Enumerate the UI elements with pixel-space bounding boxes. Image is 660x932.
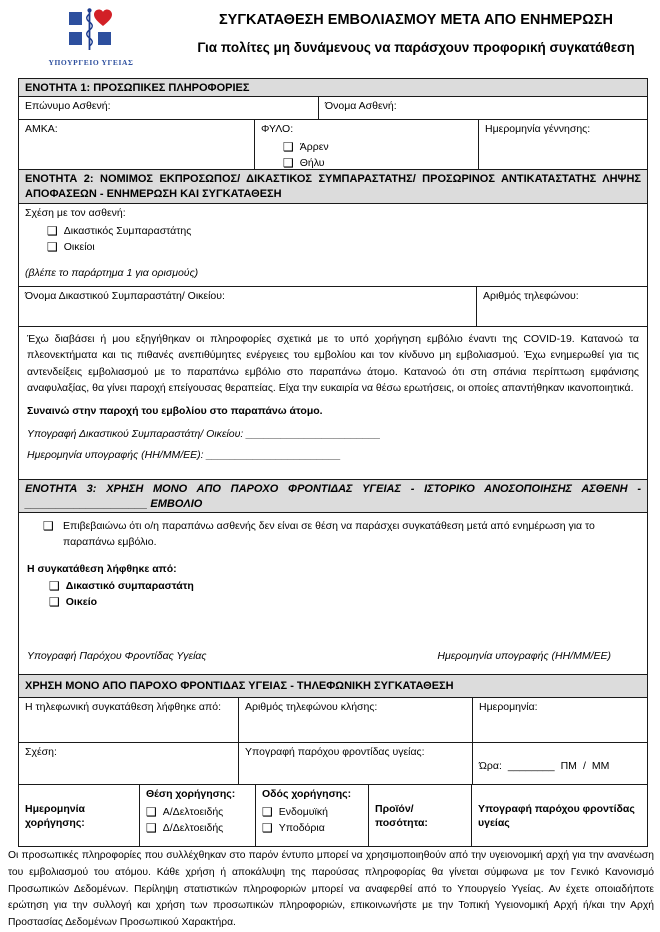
consent-statement: Συναινώ στην παροχή του εμβολίου στο παραπάνω άτομο.	[27, 405, 323, 418]
ministry-of-health-logo-icon	[66, 8, 116, 52]
product-quantity-field[interactable]: Προϊόν/ ποσότητα:	[368, 785, 471, 846]
checkbox-icon[interactable]: ❑	[262, 820, 273, 835]
document-header	[0, 6, 660, 72]
vaccine-name-blank[interactable]: ____________________	[25, 497, 148, 510]
site-label: Θέση χορήγησης:	[146, 788, 236, 800]
sex-option-male-label: Άρρεν	[299, 140, 329, 153]
administration-row	[19, 784, 647, 846]
surname-field[interactable]: Επώνυμο Ασθενή:	[25, 100, 111, 112]
phone-row-1	[19, 697, 647, 742]
section2-relation-row	[19, 203, 647, 286]
checkbox-icon[interactable]: ❑	[49, 579, 60, 594]
guardian-signature-line	[27, 428, 639, 440]
site-option-right-deltoid-label: Δ/Δελτοειδής	[162, 821, 224, 834]
obtained-option-family	[49, 596, 639, 608]
confirm-text: Επιβεβαιώνω ότι ο/η παραπάνω ασθενής δεν είναι σε θέση να παράσχει συγκατάθεση μετά από ενημέρωση για το παραπάνω εμβόλιο.	[63, 520, 595, 548]
route-option-subcutaneous-label: Υποδόρια	[278, 821, 325, 834]
form-title: ΣΥΓΚΑΤΑΘΕΣΗ ΕΜΒΟΛΙΑΣΜΟΥ ΜΕΤΑ ΑΠΟ ΕΝΗΜΕΡΩΣΗ	[218, 12, 614, 28]
section3-title-text: ΕΝΟΤΗΤΑ 3: ΧΡΗΣΗ ΜΟΝΟ ΑΠΟ ΠΑΡΟΧΟ ΦΡΟΝΤΙΔΑΣ ΥΓΕΙΑΣ - ΙΣΤΟΡΙΚΟ ΑΝΟΣΟΠΟΙΗΣΗΣ ΑΣΘΕΝΗ -	[25, 483, 641, 495]
phone-relation-field[interactable]: Σχέση:	[25, 746, 57, 758]
obtained-option-family-label: Οικείο	[65, 596, 98, 609]
obtained-from-label: Η συγκατάθεση λήφθηκε από:	[27, 562, 177, 575]
provider-signature-row	[27, 650, 639, 662]
section2-name-row	[19, 286, 647, 326]
section3-header	[19, 479, 647, 512]
am-label[interactable]: ΠΜ	[560, 760, 577, 772]
confirm-checkbox-line	[41, 519, 629, 551]
checkbox-icon[interactable]: ❑	[49, 595, 60, 610]
sex-label: ΦΥΛΟ:	[261, 123, 294, 135]
administration-date-field[interactable]: Ημερομηνία χορήγησης:	[25, 803, 85, 829]
phone-provider-signature-field[interactable]: Υπογραφή παρόχου φροντίδας υγείας:	[238, 743, 472, 784]
checkbox-icon[interactable]: ❑	[262, 804, 273, 819]
section3-body-row	[19, 512, 647, 674]
provider-signature-label[interactable]: Υπογραφή Παρόχου Φροντίδας Υγείας	[27, 650, 207, 663]
section1-name-row	[19, 96, 647, 119]
section3-cell	[19, 513, 647, 674]
checkbox-icon[interactable]: ❑	[146, 804, 157, 819]
site-option-right-deltoid	[146, 822, 249, 834]
time-label: Ώρα:	[479, 760, 502, 772]
site-option-left-deltoid-label: Α/Δελτοειδής	[162, 805, 224, 818]
amka-field[interactable]: ΑΜΚΑ:	[25, 123, 58, 135]
pm-label[interactable]: ΜΜ	[591, 760, 610, 772]
guardian-phone-field[interactable]: Αριθμός τηλεφώνου:	[476, 287, 647, 326]
section2-header: ΕΝΟΤΗΤΑ 2: ΝΟΜΙΜΟΣ ΕΚΠΡΟΣΩΠΟΣ/ ΔΙΚΑΣΤΙΚΟΣ ΣΥΜΠΑΡΑΣΤΑΤΗΣ/ ΠΡΟΣΩΡΙΝΟΣ ΑΝΤΙΚΑΤΑΣΤΑΤΗΣ ΛΗΨΗΣ ΑΠΟΦΑΣΕΩΝ - ΕΝΗΜΕΡΩΣΗ ΚΑΙ ΣΥΓΚΑΤΑΘΕΣΗ	[19, 169, 647, 203]
sex-field	[254, 120, 478, 169]
phone-date-field[interactable]: Ημερομηνία:	[472, 698, 647, 742]
ministry-logo	[36, 8, 146, 67]
ministry-name: ΥΠΟΥΡΓΕΙΟ ΥΓΕΙΑΣ	[48, 58, 134, 67]
route-label: Οδός χορήγησης:	[262, 788, 352, 800]
guardian-name-field[interactable]: Όνομα Δικαστικού Συμπαραστάτη/ Οικείου:	[25, 290, 225, 302]
route-option-intramuscular	[262, 806, 362, 818]
section2-consent-row	[19, 326, 647, 479]
relation-cell	[19, 204, 647, 286]
firstname-field[interactable]: Όνομα Ασθενή:	[318, 97, 647, 119]
consent-cell	[19, 327, 647, 479]
guardian-signature-blank[interactable]: _______________________	[246, 428, 381, 441]
provider-signature-field[interactable]: Υπογραφή παρόχου φροντίδας υγείας	[471, 785, 647, 846]
phone-obtained-field[interactable]: Η τηλεφωνική συγκατάθεση λήφθηκε από:	[25, 701, 222, 713]
form-body	[18, 78, 648, 847]
relation-option-family-label: Οικείοι	[63, 240, 95, 253]
sex-option-male	[283, 141, 472, 153]
route-option-subcutaneous	[262, 822, 362, 834]
am-pm-separator: /	[582, 760, 586, 772]
checkbox-icon[interactable]: ❑	[43, 519, 54, 533]
call-number-field[interactable]: Αριθμός τηλεφώνου κλήσης:	[238, 698, 472, 742]
dob-field[interactable]: Ημερομηνία γέννησης:	[478, 120, 647, 169]
guardian-signature-label: Υπογραφή Δικαστικού Συμπαραστάτη/ Οικείου:	[27, 428, 244, 441]
time-field	[472, 743, 647, 784]
obtained-option-guardian	[49, 580, 639, 592]
section1-details-row	[19, 119, 647, 169]
obtained-option-guardian-label: Δικαστικό συμπαραστάτη	[65, 580, 194, 593]
relation-option-family	[47, 241, 641, 253]
appendix-note: (βλέπε το παράρτημα 1 για ορισμούς)	[25, 266, 199, 279]
checkbox-icon[interactable]: ❑	[283, 155, 294, 169]
relation-option-guardian	[47, 225, 641, 237]
signature-date-blank[interactable]: _______________________	[206, 449, 341, 462]
section3-title-vaccine: ΕΜΒΟΛΙΟ	[147, 497, 203, 510]
route-option-intramuscular-label: Ενδομυϊκή	[278, 805, 328, 818]
form-subtitle: Για πολίτες μη δυνάμενους να παράσχουν προφορική συγκατάθεση	[197, 40, 635, 55]
form-title-block	[180, 12, 652, 55]
relation-option-guardian-label: Δικαστικός Συμπαραστάτης	[63, 224, 192, 237]
sex-option-female-label: Θήλυ	[299, 156, 325, 169]
phone-row-2	[19, 742, 647, 784]
sex-option-female	[283, 157, 472, 169]
time-blank[interactable]: ________	[507, 760, 555, 772]
checkbox-icon[interactable]: ❑	[47, 223, 58, 238]
site-option-left-deltoid	[146, 806, 249, 818]
administration-route-field	[255, 785, 368, 846]
signature-date-label: Ημερομηνία υπογραφής (ΗΗ/ΜΜ/ΕΕ):	[27, 449, 204, 462]
checkbox-icon[interactable]: ❑	[146, 820, 157, 835]
checkbox-icon[interactable]: ❑	[283, 139, 294, 154]
administration-site-field	[139, 785, 255, 846]
privacy-notice: Οι προσωπικές πληροφορίες που συλλέχθηκαν στο παρόν έντυπο μπορεί να χρησιμοποιηθούν από την υγειονομική αρχή για την ανανέωση του εμβολιασμού του ατόμου. Κάθε χρήση ή αποκάλυψη της παρούσας πληροφορίας θα γίνεται σύμφωνα με τον Γενικό Κανονισμό Προσωπικών Δεδομένων. Περίληψη στατιστικών πληροφοριών μπορεί να αναφερθεί από το Υπουργείο Υγείας. Αν έχετε οποιαδήποτε ερώτηση για την συλλογή και χρήση των προσωπικών πληροφοριών, επικοινωνήστε με την Τοπική Υγειονομική Αρχή ή/και την Αρχή Προστασίας Δεδομένων Προσωπικού Χαρακτήρα.	[8, 850, 654, 929]
checkbox-icon[interactable]: ❑	[47, 239, 58, 254]
info-paragraph: Έχω διαβάσει ή μου εξηγήθηκαν οι πληροφορίες σχετικά με το υπό χορήγηση εμβόλιο έναντι της COVID-19. Κατανοώ τα πλεονεκτήματα και τις πιθανές ανεπιθύμητες ενέργειες του εμβολίου και τον κίνδυνο μη εμβολιασμού. Έχω ενημερωθεί για τις αντενδείξεις εμβολιασμού με το παραπάνω εμβόλιο στο παραπάνω άτομο. Κατανοώ ότι στη σπάνια περίπτωση εμφάνισης αναφυλαξίας, θα γίνει παροχή επείγουσας θεραπείας. Είχα την ευκαιρία να θέσω ερωτήσεις, οι οποίες απαντήθηκαν ικανοποιητικά.	[27, 333, 639, 394]
provider-signature-date-label[interactable]: Ημερομηνία υπογραφής (ΗΗ/ΜΜ/ΕΕ)	[437, 650, 611, 663]
relation-label: Σχέση με τον ασθενή:	[25, 207, 126, 219]
phone-section-header: ΧΡΗΣΗ ΜΟΝΟ ΑΠΟ ΠΑΡΟΧΟ ΦΡΟΝΤΙΔΑΣ ΥΓΕΙΑΣ - ΤΗΛΕΦΩΝΙΚΗ ΣΥΓΚΑΤΑΘΕΣΗ	[19, 674, 647, 697]
signature-date-line	[27, 449, 639, 461]
section1-header: ΕΝΟΤΗΤΑ 1: ΠΡΟΣΩΠΙΚΕΣ ΠΛΗΡΟΦΟΡΙΕΣ	[19, 79, 647, 96]
